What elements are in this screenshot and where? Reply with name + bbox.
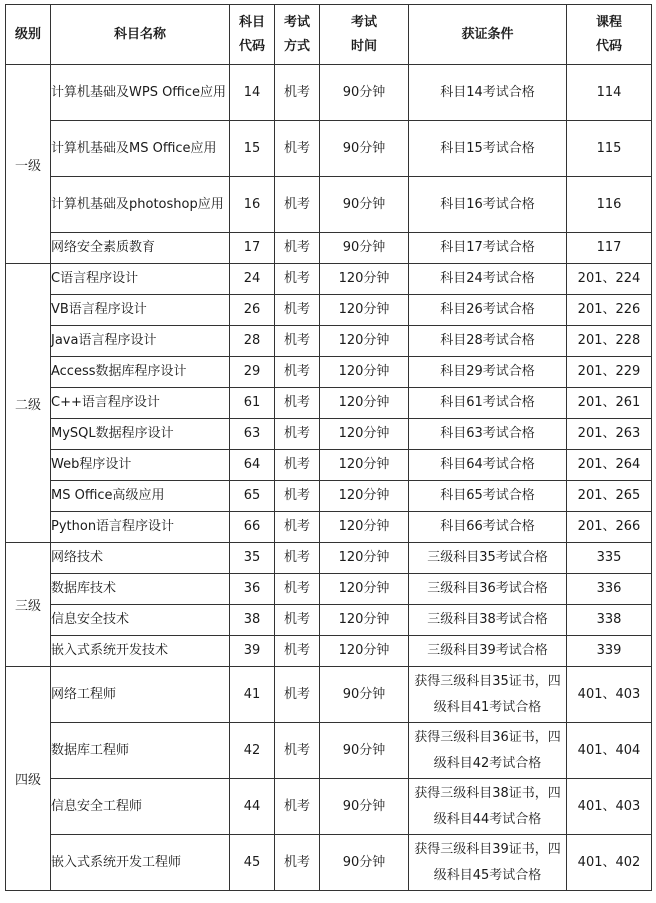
exam-time: 90分钟 xyxy=(320,65,409,121)
subject-name: 网络工程师 xyxy=(51,667,230,723)
cert-condition: 科目17考试合格 xyxy=(409,233,567,264)
table-row xyxy=(6,835,652,891)
table-row xyxy=(6,357,652,388)
exam-method: 机考 xyxy=(275,450,320,481)
table-row xyxy=(6,605,652,636)
subject-name: C++语言程序设计 xyxy=(51,388,230,419)
exam-method: 机考 xyxy=(275,357,320,388)
course-code: 201、261 xyxy=(567,388,652,419)
exam-time: 120分钟 xyxy=(320,481,409,512)
subject-name: 数据库工程师 xyxy=(51,723,230,779)
subject-code: 63 xyxy=(230,419,275,450)
subject-name: 计算机基础及MS Office应用 xyxy=(51,121,230,177)
exam-method: 机考 xyxy=(275,605,320,636)
exam-time: 90分钟 xyxy=(320,835,409,891)
exam-method: 机考 xyxy=(275,65,320,121)
course-code: 401、404 xyxy=(567,723,652,779)
course-code: 339 xyxy=(567,636,652,667)
table-row xyxy=(6,419,652,450)
exam-time: 120分钟 xyxy=(320,605,409,636)
subject-code: 35 xyxy=(230,543,275,574)
table-row xyxy=(6,65,652,121)
subject-code: 61 xyxy=(230,388,275,419)
header-subject-name: 科目名称 xyxy=(51,5,230,65)
exam-time: 90分钟 xyxy=(320,233,409,264)
exam-time: 120分钟 xyxy=(320,512,409,543)
exam-method: 机考 xyxy=(275,723,320,779)
header-subject-code xyxy=(230,5,275,65)
exam-time: 90分钟 xyxy=(320,177,409,233)
course-code: 335 xyxy=(567,543,652,574)
course-code: 201、264 xyxy=(567,450,652,481)
cert-condition: 三级科目36考试合格 xyxy=(409,574,567,605)
subject-code: 24 xyxy=(230,264,275,295)
table-row xyxy=(6,295,652,326)
subject-code: 65 xyxy=(230,481,275,512)
subject-code: 16 xyxy=(230,177,275,233)
header-exam-time-line1: 考试 xyxy=(350,14,377,30)
subject-code: 42 xyxy=(230,723,275,779)
subject-code: 41 xyxy=(230,667,275,723)
table-row xyxy=(6,326,652,357)
cert-condition: 科目16考试合格 xyxy=(409,177,567,233)
exam-time: 120分钟 xyxy=(320,450,409,481)
subject-name: 数据库技术 xyxy=(51,574,230,605)
subject-name: 网络技术 xyxy=(51,543,230,574)
header-exam-method-line2: 方式 xyxy=(283,38,310,54)
header-course-code-line2: 代码 xyxy=(595,38,622,54)
table-row xyxy=(6,667,652,723)
cert-condition: 三级科目35考试合格 xyxy=(409,543,567,574)
exam-time: 120分钟 xyxy=(320,264,409,295)
course-code: 401、403 xyxy=(567,667,652,723)
cert-condition: 科目26考试合格 xyxy=(409,295,567,326)
header-exam-time-line2: 时间 xyxy=(350,38,377,54)
exam-time: 120分钟 xyxy=(320,357,409,388)
course-code: 117 xyxy=(567,233,652,264)
level-cell-1: 一级 xyxy=(6,65,51,264)
exam-time: 120分钟 xyxy=(320,574,409,605)
course-code: 115 xyxy=(567,121,652,177)
cert-condition: 获得三级科目38证书，四级科目44考试合格 xyxy=(409,779,567,835)
level-cell-4: 四级 xyxy=(6,667,51,891)
header-course-code-line1: 课程 xyxy=(595,14,622,30)
subject-code: 44 xyxy=(230,779,275,835)
exam-time: 120分钟 xyxy=(320,419,409,450)
exam-method: 机考 xyxy=(275,121,320,177)
exam-time: 90分钟 xyxy=(320,121,409,177)
header-exam-time xyxy=(320,5,409,65)
exam-time: 120分钟 xyxy=(320,326,409,357)
subject-name: Web程序设计 xyxy=(51,450,230,481)
exam-method: 机考 xyxy=(275,574,320,605)
subject-name: 嵌入式系统开发工程师 xyxy=(51,835,230,891)
table-row xyxy=(6,388,652,419)
table-row xyxy=(6,177,652,233)
subject-name: 网络安全素质教育 xyxy=(51,233,230,264)
course-code: 201、228 xyxy=(567,326,652,357)
subject-code: 38 xyxy=(230,605,275,636)
table-row xyxy=(6,450,652,481)
header-course-code xyxy=(567,5,652,65)
subject-name: 信息安全技术 xyxy=(51,605,230,636)
exam-method: 机考 xyxy=(275,233,320,264)
exam-method: 机考 xyxy=(275,779,320,835)
subject-name: MS Office高级应用 xyxy=(51,481,230,512)
subject-code: 66 xyxy=(230,512,275,543)
subject-name: 信息安全工程师 xyxy=(51,779,230,835)
course-code: 201、226 xyxy=(567,295,652,326)
course-code: 201、266 xyxy=(567,512,652,543)
subject-code: 14 xyxy=(230,65,275,121)
subject-code: 15 xyxy=(230,121,275,177)
subject-code: 36 xyxy=(230,574,275,605)
cert-condition: 科目63考试合格 xyxy=(409,419,567,450)
subject-name: 嵌入式系统开发技术 xyxy=(51,636,230,667)
table-row xyxy=(6,264,652,295)
header-subject-code-line1: 科目 xyxy=(238,14,265,30)
subject-code: 64 xyxy=(230,450,275,481)
cert-condition: 科目15考试合格 xyxy=(409,121,567,177)
cert-condition: 三级科目39考试合格 xyxy=(409,636,567,667)
header-exam-method xyxy=(275,5,320,65)
exam-method: 机考 xyxy=(275,835,320,891)
table-row xyxy=(6,481,652,512)
exam-time: 90分钟 xyxy=(320,723,409,779)
cert-condition: 科目64考试合格 xyxy=(409,450,567,481)
course-code: 201、265 xyxy=(567,481,652,512)
header-cert-condition: 获证条件 xyxy=(409,5,567,65)
table-row xyxy=(6,512,652,543)
header-level: 级别 xyxy=(6,5,51,65)
course-code: 201、263 xyxy=(567,419,652,450)
subject-name: Access数据库程序设计 xyxy=(51,357,230,388)
table-row xyxy=(6,636,652,667)
subject-code: 45 xyxy=(230,835,275,891)
exam-time: 90分钟 xyxy=(320,667,409,723)
exam-method: 机考 xyxy=(275,326,320,357)
cert-condition: 科目14考试合格 xyxy=(409,65,567,121)
table-row xyxy=(6,233,652,264)
cert-condition: 获得三级科目39证书，四级科目45考试合格 xyxy=(409,835,567,891)
exam-method: 机考 xyxy=(275,388,320,419)
subject-name: Java语言程序设计 xyxy=(51,326,230,357)
subject-name: MySQL数据程序设计 xyxy=(51,419,230,450)
course-code: 401、403 xyxy=(567,779,652,835)
subject-code: 17 xyxy=(230,233,275,264)
exam-method: 机考 xyxy=(275,177,320,233)
cert-condition: 获得三级科目36证书，四级科目42考试合格 xyxy=(409,723,567,779)
level-cell-2: 二级 xyxy=(6,264,51,543)
course-code: 338 xyxy=(567,605,652,636)
subject-code: 28 xyxy=(230,326,275,357)
cert-condition: 三级科目38考试合格 xyxy=(409,605,567,636)
course-code: 114 xyxy=(567,65,652,121)
subject-name: 计算机基础及WPS Office应用 xyxy=(51,65,230,121)
exam-method: 机考 xyxy=(275,636,320,667)
table-row xyxy=(6,779,652,835)
table-row xyxy=(6,574,652,605)
cert-condition: 科目61考试合格 xyxy=(409,388,567,419)
cert-condition: 科目28考试合格 xyxy=(409,326,567,357)
subject-code: 39 xyxy=(230,636,275,667)
cert-condition: 科目29考试合格 xyxy=(409,357,567,388)
exam-method: 机考 xyxy=(275,667,320,723)
header-row xyxy=(6,5,652,65)
exam-time: 120分钟 xyxy=(320,388,409,419)
course-code: 201、224 xyxy=(567,264,652,295)
exam-method: 机考 xyxy=(275,481,320,512)
subject-code: 29 xyxy=(230,357,275,388)
table-row xyxy=(6,723,652,779)
table-row xyxy=(6,543,652,574)
exam-method: 机考 xyxy=(275,543,320,574)
cert-condition: 科目24考试合格 xyxy=(409,264,567,295)
exam-subjects-table xyxy=(5,4,652,891)
cert-condition: 科目65考试合格 xyxy=(409,481,567,512)
course-code: 116 xyxy=(567,177,652,233)
subject-name: 计算机基础及photoshop应用 xyxy=(51,177,230,233)
course-code: 201、229 xyxy=(567,357,652,388)
header-exam-method-line1: 考试 xyxy=(283,14,310,30)
subject-name: VB语言程序设计 xyxy=(51,295,230,326)
exam-method: 机考 xyxy=(275,419,320,450)
exam-method: 机考 xyxy=(275,295,320,326)
course-code: 401、402 xyxy=(567,835,652,891)
level-cell-3: 三级 xyxy=(6,543,51,667)
exam-time: 120分钟 xyxy=(320,295,409,326)
exam-time: 120分钟 xyxy=(320,636,409,667)
exam-method: 机考 xyxy=(275,264,320,295)
cert-condition: 获得三级科目35证书，四级科目41考试合格 xyxy=(409,667,567,723)
subject-name: C语言程序设计 xyxy=(51,264,230,295)
header-subject-code-line2: 代码 xyxy=(238,38,265,54)
table-row xyxy=(6,121,652,177)
exam-time: 90分钟 xyxy=(320,779,409,835)
exam-time: 120分钟 xyxy=(320,543,409,574)
course-code: 336 xyxy=(567,574,652,605)
subject-code: 26 xyxy=(230,295,275,326)
subject-name: Python语言程序设计 xyxy=(51,512,230,543)
exam-method: 机考 xyxy=(275,512,320,543)
cert-condition: 科目66考试合格 xyxy=(409,512,567,543)
